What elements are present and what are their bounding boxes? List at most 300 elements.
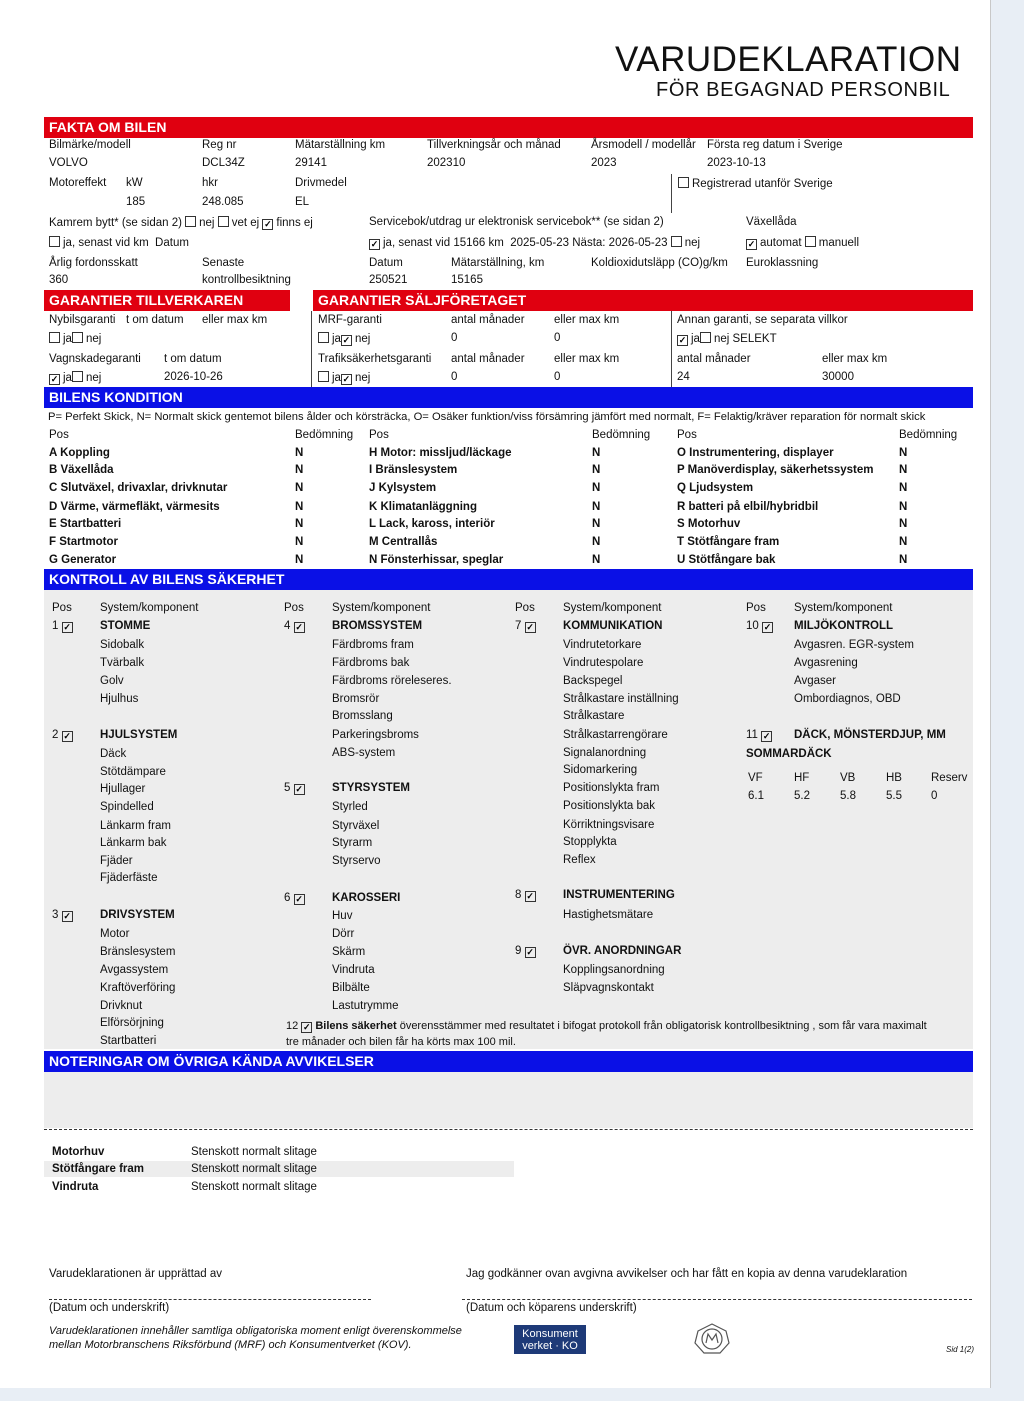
servicebok-ja-checkbox[interactable]	[369, 239, 380, 250]
kamrem-nej-label: nej	[199, 217, 215, 229]
vagnskada-ja-checkbox[interactable]	[49, 374, 60, 385]
group-checkbox[interactable]	[301, 1022, 312, 1033]
kondition-item: T Stötfångare fram	[677, 536, 780, 548]
bilens-sakerhet-label: Bilens säkerhet	[315, 1020, 397, 1032]
registrerad-utanfor-checkbox[interactable]	[678, 177, 833, 190]
kontroll-group-num	[746, 729, 775, 742]
annan-ja-label: ja	[691, 333, 700, 345]
tyre-value-vf: 6.1	[748, 790, 764, 802]
label-drivmedel: Drivmedel	[295, 177, 347, 189]
automat-label: automat	[760, 237, 802, 249]
kontroll-item: Vindrutetorkare	[563, 639, 642, 651]
kondition-item: R batteri på elbil/hybridbil	[677, 501, 819, 513]
vagnskada-nej-checkbox[interactable]	[72, 371, 83, 382]
page-number: Sid 1(2)	[946, 1345, 975, 1354]
kontroll-item: Parkeringsbroms	[332, 729, 419, 741]
label-nybilsgaranti: Nybilsgaranti	[49, 314, 116, 326]
label-nybil-t-om-datum: t om datum	[126, 314, 184, 326]
kondition-grade: N	[899, 447, 908, 459]
kondition-item: L Lack, kaross, interiör	[369, 518, 495, 530]
section-header-fakta: FAKTA OM BILEN	[44, 117, 973, 138]
checkbox-icon	[678, 177, 689, 188]
kondition-item: M Centrallås	[369, 536, 438, 548]
kamrem-finns-ej-label: finns ej	[276, 217, 313, 229]
kontroll-item: Strålkastarrengörare	[563, 729, 668, 741]
group-number: 9	[515, 945, 522, 957]
kontroll-item: Golv	[100, 675, 124, 687]
kondition-grade: N	[899, 536, 908, 548]
group-number: 12	[286, 1020, 299, 1032]
kamrem-datum-label: Datum	[155, 237, 189, 249]
kontroll-item: Kopplingsanordning	[563, 964, 665, 976]
kontroll-item: Avgasren. EGR-system	[794, 639, 914, 651]
noteringar-dashed-line	[44, 1129, 973, 1130]
kontroll-group-title: DRIVSYSTEM	[100, 909, 175, 921]
kontroll-group-title: MILJÖKONTROLL	[794, 620, 894, 632]
nybil-ja-label: ja	[63, 333, 72, 345]
kontroll-group-num	[52, 909, 76, 922]
notering-text: Stenskott normalt slitage	[191, 1163, 317, 1175]
tyre-value-reserv: 0	[931, 790, 938, 802]
value-trafik-km: 0	[554, 371, 561, 383]
kondition-item: U Stötfångare bak	[677, 554, 776, 566]
value-hkr: 248.085	[202, 196, 244, 208]
kontroll-item: Dörr	[332, 928, 355, 940]
mrf-seal-icon	[694, 1323, 730, 1360]
kondition-grade: N	[592, 536, 601, 548]
trafik-nej-checkbox[interactable]	[341, 374, 352, 385]
label-annan-manader: antal månader	[677, 353, 751, 365]
group-checkbox[interactable]	[525, 947, 536, 958]
servicebok-datum: 2025-05-23	[510, 237, 570, 249]
kondition-grade: N	[592, 554, 601, 566]
mrf-nej-checkbox[interactable]	[341, 335, 352, 346]
manuell-label: manuell	[818, 237, 860, 249]
kontroll-item: Vindrutespolare	[563, 657, 644, 669]
kontroll-group-title: ÖVR. ANORDNINGAR	[563, 945, 682, 957]
kontroll-item: Däck	[100, 748, 127, 760]
kondition-grade: N	[899, 554, 908, 566]
label-forsta-reg: Första reg datum i Sverige	[707, 139, 843, 151]
notering-part: Stötfångare fram	[52, 1163, 145, 1175]
kontroll-item: Elförsörjning	[100, 1017, 164, 1029]
kondition-item: H Motor: missljud/läckage	[369, 447, 512, 459]
kontroll-group-num	[52, 729, 76, 742]
kondition-pos-label: Pos	[369, 429, 389, 441]
kontroll-item: Färdbroms fram	[332, 639, 414, 651]
kontroll-group-num	[515, 945, 539, 958]
kontroll-item: ABS-system	[332, 747, 396, 759]
kondition-grade: N	[295, 464, 304, 476]
kontroll-item: Vindruta	[332, 964, 375, 976]
kamrem-finns-ej-checkbox[interactable]	[262, 219, 273, 230]
kamrem-ja-label: ja, senast vid km	[63, 237, 149, 249]
bilens-sakerhet-text: överensstämmer med resultatet i bifogat protokoll från obligatorisk kontrollbesiktning , som får vara maximalt	[396, 1020, 927, 1032]
mrf-nej-label: nej	[354, 333, 371, 345]
label-regnr: Reg nr	[202, 139, 237, 151]
kontroll-group-num	[284, 892, 308, 905]
konsumentverket-logo	[514, 1325, 586, 1354]
kondition-grade: N	[295, 554, 304, 566]
kontroll-group-num	[284, 782, 308, 795]
datum-kopare-label: (Datum och köparens underskrift)	[466, 1302, 637, 1314]
kontroll-pos-label: Pos	[52, 602, 72, 614]
trafik-ja-label: ja	[332, 372, 341, 384]
tyre-value-hf: 5.2	[794, 790, 810, 802]
label-kamrem	[49, 216, 313, 230]
servicebok-row	[369, 236, 700, 250]
kondition-legend: P= Perfekt Skick, N= Normalt skick gentemot bilens ålder och körsträcka, O= Osäker funktion/viss försämring jämfört med normalt, F= Felaktig/kräver reparation för normalt skick	[48, 411, 926, 423]
annan-nej-label: nej	[713, 333, 730, 345]
kondition-item: O Instrumentering, displayer	[677, 447, 834, 459]
kontroll-group-title: DÄCK, MÖNSTERDJUP, MM	[794, 729, 946, 741]
info-line-1: Varudeklarationen innehåller samtliga obligatoriska moment enligt överenskommelse	[49, 1325, 462, 1337]
kondition-item: S Motorhuv	[677, 518, 741, 530]
label-besikt-matar: Mätarställning, km	[451, 257, 545, 269]
value-annan-km: 30000	[822, 371, 854, 383]
kondition-item: E Startbatteri	[49, 518, 122, 530]
mrf-ja-label: ja	[332, 333, 341, 345]
kontroll-item: Kraftöverföring	[100, 982, 176, 994]
annan-nej-checkbox[interactable]	[700, 332, 711, 343]
group-number: 5	[284, 782, 291, 794]
datum-underskrift-label: (Datum och underskrift)	[49, 1302, 170, 1314]
kontroll-item: Drivknut	[100, 1000, 143, 1012]
kontroll-pos-label: Pos	[515, 602, 535, 614]
kontroll-item: Körriktningsvisare	[563, 819, 655, 831]
label-hkr: hkr	[202, 177, 218, 189]
label-vagnskada-t-om-datum: t om datum	[164, 353, 222, 365]
label-bilmarke: Bilmärke/modell	[49, 139, 131, 151]
notering-part: Motorhuv	[52, 1146, 105, 1158]
label-co2: Koldioxidutsläpp (CO)g/km	[591, 257, 728, 269]
group-checkbox[interactable]	[525, 891, 536, 902]
mrf-ja-nej	[318, 332, 370, 346]
kondition-pos-label: Pos	[677, 429, 697, 441]
annan-garanti-namn: SELEKT	[732, 333, 777, 345]
kontroll-item: Stötdämpare	[100, 766, 166, 778]
kondition-grade: N	[295, 482, 304, 494]
label-fordonsskatt: Årlig fordonsskatt	[49, 257, 138, 269]
kontroll-group-subtitle: SOMMARDÄCK	[746, 748, 832, 760]
label-annan-max-km: eller max km	[822, 353, 888, 365]
kondition-bedomning-label: Bedömning	[592, 429, 651, 441]
nybil-ja-nej	[49, 332, 101, 345]
kondition-grade: N	[899, 482, 908, 494]
label-motoreffekt: Motoreffekt	[49, 177, 107, 189]
tyre-header-vf: VF	[748, 772, 763, 784]
nybil-nej-checkbox[interactable]	[72, 332, 83, 343]
kondition-item: K Klimatanläggning	[369, 501, 477, 513]
vaxellada-row	[746, 236, 859, 250]
kondition-item: Q Ljudsystem	[677, 482, 754, 494]
group-number: 8	[515, 889, 522, 901]
tyre-header-hb: HB	[886, 772, 902, 784]
kontroll-group-title: BROMSSYSTEM	[332, 620, 423, 632]
kondition-item: P Manöverdisplay, säkerhetssystem	[677, 464, 874, 476]
group-number: 10	[746, 620, 759, 632]
kontroll-item: Fjäder	[100, 855, 133, 867]
kontroll-item: Hastighetsmätare	[563, 909, 654, 921]
section-header-kondition: BILENS KONDITION	[44, 387, 973, 408]
tyre-header-hf: HF	[794, 772, 810, 784]
kontroll-item: Stopplykta	[563, 836, 617, 848]
trafik-nej-label: nej	[354, 372, 371, 384]
kondition-grade: N	[592, 501, 601, 513]
vagnskada-ja-nej	[49, 371, 101, 385]
kondition-grade: N	[592, 464, 601, 476]
kondition-item: B Växellåda	[49, 464, 114, 476]
section-header-noteringar: NOTERINGAR OM ÖVRIGA KÄNDA AVVIKELSER	[44, 1051, 973, 1072]
label-arsmodell: Årsmodell / modellår	[591, 139, 696, 151]
label-trafik-manader: antal månader	[451, 353, 525, 365]
kontroll-item: Bromsrör	[332, 693, 380, 705]
label-mrf-manader: antal månader	[451, 314, 525, 326]
vagnskada-ja-label: ja	[63, 372, 72, 384]
group-checkbox[interactable]	[62, 911, 73, 922]
kamrem-vet-ej-checkbox[interactable]	[218, 216, 229, 227]
kamrem-label-text: Kamrem bytt* (se sidan 2)	[49, 217, 182, 229]
kontroll-group-title: HJULSYSTEM	[100, 729, 178, 741]
kontroll-item: Motor	[100, 928, 130, 940]
servicebok-nasta: Nästa: 2026-05-23	[572, 237, 668, 249]
group-number: 6	[284, 892, 291, 904]
value-tillverkning: 202310	[427, 157, 466, 169]
kontroll-item: Bränslesystem	[100, 946, 176, 958]
group-checkbox[interactable]	[294, 622, 305, 633]
document-subtitle: FÖR BEGAGNAD PERSONBIL	[656, 79, 951, 101]
group-checkbox[interactable]	[294, 894, 305, 905]
value-forsta-reg: 2023-10-13	[707, 157, 766, 169]
kondition-item: G Generator	[49, 554, 117, 566]
kondition-item: N Fönsterhissar, speglar	[369, 554, 504, 566]
kontroll-item: Hjulhus	[100, 693, 139, 705]
value-vagnskada-datum: 2026-10-26	[164, 371, 223, 383]
kontroll-item: Bromsslang	[332, 710, 393, 722]
kontroll-item: Fjäderfäste	[100, 872, 158, 884]
kontroll-group-num	[284, 620, 308, 633]
godkanner-label: Jag godkänner ovan avgivna avvikelser och har fått en kopia av denna varudeklaration	[466, 1268, 908, 1280]
annan-ja-nej	[677, 332, 777, 346]
kondition-grade: N	[899, 518, 908, 530]
mrf-ja-checkbox[interactable]	[318, 332, 329, 343]
kontroll-pos-label: Pos	[746, 602, 766, 614]
kontroll-item: Sidobalk	[100, 639, 145, 651]
servicebok-ja-label: ja, senast vid 15166 km	[383, 237, 504, 249]
bilens-sakerhet-text-line2: tre månader och bilen får ha körts max 100 mil.	[286, 1036, 516, 1048]
kamrem-vet-ej-label: vet ej	[231, 217, 260, 229]
label-euroklassning: Euroklassning	[746, 257, 819, 269]
label-kw: kW	[126, 177, 143, 189]
group-checkbox[interactable]	[761, 731, 772, 742]
label-trafiksakerhetsgaranti: Trafiksäkerhetsgaranti	[318, 353, 432, 365]
label-besikt-datum: Datum	[369, 257, 403, 269]
trafik-ja-nej	[318, 371, 370, 385]
section-header-kontroll: KONTROLL AV BILENS SÄKERHET	[44, 569, 973, 590]
label-servicebok: Servicebok/utdrag ur elektronisk servicebok** (se sidan 2)	[369, 216, 664, 228]
kontroll-group-title: STOMME	[100, 620, 151, 632]
label-mrf-garanti: MRF-garanti	[318, 314, 382, 326]
logo-line-2: verket · KO	[522, 1340, 578, 1352]
label-vagnskadegaranti: Vagnskadegaranti	[49, 353, 141, 365]
group-checkbox[interactable]	[294, 784, 305, 795]
kondition-item: I Bränslesystem	[369, 464, 458, 476]
value-trafik-manader: 0	[451, 371, 458, 383]
vagnskada-nej-label: nej	[85, 372, 102, 384]
kondition-grade: N	[295, 501, 304, 513]
kontroll-item: Släpvagnskontakt	[563, 982, 654, 994]
kondition-bedomning-label: Bedömning	[899, 429, 958, 441]
kontroll-item: Avgassystem	[100, 964, 169, 976]
kontroll-group-title: KOMMUNIKATION	[563, 620, 663, 632]
upprattad-label: Varudeklarationen är upprättad av	[49, 1268, 223, 1280]
kontroll-item: Startbatteri	[100, 1035, 157, 1047]
label-nybil-max-km: eller max km	[202, 314, 268, 326]
signature-line-seller[interactable]	[49, 1299, 371, 1300]
kamrem-ja-row	[49, 236, 189, 249]
value-besikt-matar: 15165	[451, 274, 483, 286]
kontroll-group-num	[746, 620, 776, 633]
kontroll-item: Styrväxel	[332, 820, 380, 832]
divider	[671, 311, 672, 387]
value-bilmarke: VOLVO	[49, 157, 88, 169]
kondition-item: A Koppling	[49, 447, 110, 459]
label-senaste: Senaste	[202, 257, 245, 269]
label-tillverkning: Tillverkningsår och månad	[427, 139, 561, 151]
kontroll-item: Länkarm bak	[100, 837, 167, 849]
section-header-garantier-tillverkaren: GARANTIER TILLVERKAREN	[44, 290, 290, 311]
group-checkbox[interactable]	[62, 622, 73, 633]
tyre-value-hb: 5.5	[886, 790, 902, 802]
kontroll-item: Tvärbalk	[100, 657, 145, 669]
kontroll-group-num	[515, 889, 539, 902]
kontroll-item: Positionslykta fram	[563, 782, 660, 794]
kontroll-item: Styrled	[332, 801, 368, 813]
servicebok-nej-label: nej	[684, 237, 701, 249]
signature-line-buyer[interactable]	[462, 1299, 972, 1300]
value-fordonsskatt: 360	[49, 274, 69, 286]
kondition-item: C Slutväxel, drivaxlar, drivknutar	[49, 482, 228, 494]
kondition-item: D Värme, värmefläkt, värmesits	[49, 501, 220, 513]
kontroll-item: Skärm	[332, 946, 366, 958]
value-kw: 185	[126, 196, 146, 208]
kondition-grade: N	[295, 518, 304, 530]
logo-line-1: Konsument	[522, 1328, 578, 1340]
label-registrerad-utanfor: Registrerad utanför Sverige	[692, 178, 833, 190]
kondition-bedomning-label: Bedömning	[295, 429, 354, 441]
value-drivmedel: EL	[295, 196, 310, 208]
tyre-header-reserv: Reserv	[931, 772, 968, 784]
kondition-grade: N	[295, 447, 304, 459]
kondition-item: F Startmotor	[49, 536, 118, 548]
kamrem-nej-checkbox[interactable]	[185, 216, 196, 227]
kontroll-group-num	[515, 620, 539, 633]
servicebok-nej-checkbox[interactable]	[671, 236, 682, 247]
kontroll-group-12	[286, 1020, 927, 1033]
value-matarstallning: 29141	[295, 157, 327, 169]
value-annan-manader: 24	[677, 371, 690, 383]
kondition-item: J Kylsystem	[369, 482, 437, 494]
kontroll-item: Signalanordning	[563, 747, 647, 759]
group-checkbox[interactable]	[62, 731, 73, 742]
group-number: 11	[746, 729, 758, 741]
group-number: 3	[52, 909, 59, 921]
kontroll-item: Hjullager	[100, 783, 146, 795]
kontroll-item: Avgaser	[794, 675, 836, 687]
notering-part: Vindruta	[52, 1181, 99, 1193]
kondition-pos-label: Pos	[49, 429, 69, 441]
kontroll-item: Färdbroms bak	[332, 657, 410, 669]
divider	[671, 174, 672, 213]
seal-svg	[694, 1323, 730, 1355]
kontroll-pos-label: Pos	[284, 602, 304, 614]
kontroll-group-num	[52, 620, 76, 633]
label-matarstallning: Mätarställning km	[295, 139, 386, 151]
kontroll-item: Ombordiagnos, OBD	[794, 693, 901, 705]
group-checkbox[interactable]	[525, 622, 536, 633]
kontroll-item: Strålkastare	[563, 710, 625, 722]
kontroll-item: Styrservo	[332, 855, 381, 867]
divider	[311, 311, 312, 387]
group-number: 4	[284, 620, 291, 632]
nybil-nej-label: nej	[85, 333, 102, 345]
info-line-2: mellan Motorbranschens Riksförbund (MRF) och Konsumentverket (KOV).	[49, 1339, 412, 1351]
value-mrf-manader: 0	[451, 332, 458, 344]
value-arsmodell: 2023	[591, 157, 617, 169]
kontroll-sys-label: System/komponent	[794, 602, 893, 614]
kontroll-item: Bilbälte	[332, 982, 370, 994]
kontroll-sys-label: System/komponent	[100, 602, 199, 614]
kontroll-item: Positionslykta bak	[563, 800, 656, 812]
kontroll-item: Styrarm	[332, 837, 373, 849]
annan-ja-checkbox[interactable]	[677, 335, 688, 346]
kondition-grade: N	[592, 518, 601, 530]
kontroll-group-title: INSTRUMENTERING	[563, 889, 675, 901]
trafik-ja-checkbox[interactable]	[318, 371, 329, 382]
kontroll-item: Lastutrymme	[332, 1000, 399, 1012]
kontroll-item: Strålkastare inställning	[563, 693, 679, 705]
kontroll-item: Reflex	[563, 854, 596, 866]
label-kontrollbesiktning: kontrollbesiktning	[202, 274, 291, 286]
kondition-grade: N	[592, 447, 601, 459]
value-besikt-datum: 250521	[369, 274, 408, 286]
kamrem-ja-checkbox[interactable]	[49, 236, 60, 247]
group-number: 1	[52, 620, 59, 632]
label-trafik-max-km: eller max km	[554, 353, 620, 365]
group-checkbox[interactable]	[762, 622, 773, 633]
notering-text: Stenskott normalt slitage	[191, 1181, 317, 1193]
kontroll-item: Sidomarkering	[563, 764, 638, 776]
kontroll-item: Avgasrening	[794, 657, 858, 669]
value-mrf-km: 0	[554, 332, 561, 344]
nybil-ja-checkbox[interactable]	[49, 332, 60, 343]
kondition-grade: N	[592, 482, 601, 494]
group-number: 2	[52, 729, 59, 741]
kondition-grade: N	[295, 536, 304, 548]
manuell-checkbox[interactable]	[805, 236, 816, 247]
kondition-grade: N	[899, 464, 908, 476]
automat-checkbox[interactable]	[746, 239, 757, 250]
kontroll-group-title: STYRSYSTEM	[332, 782, 410, 794]
document-title: VARUDEKLARATION	[615, 40, 962, 79]
kontroll-item: Länkarm fram	[100, 820, 171, 832]
kontroll-sys-label: System/komponent	[332, 602, 431, 614]
kontroll-group-title: KAROSSERI	[332, 892, 401, 904]
notering-text: Stenskott normalt slitage	[191, 1146, 317, 1158]
kontroll-item: Spindelled	[100, 801, 154, 813]
tyre-header-vb: VB	[840, 772, 856, 784]
group-number: 7	[515, 620, 522, 632]
